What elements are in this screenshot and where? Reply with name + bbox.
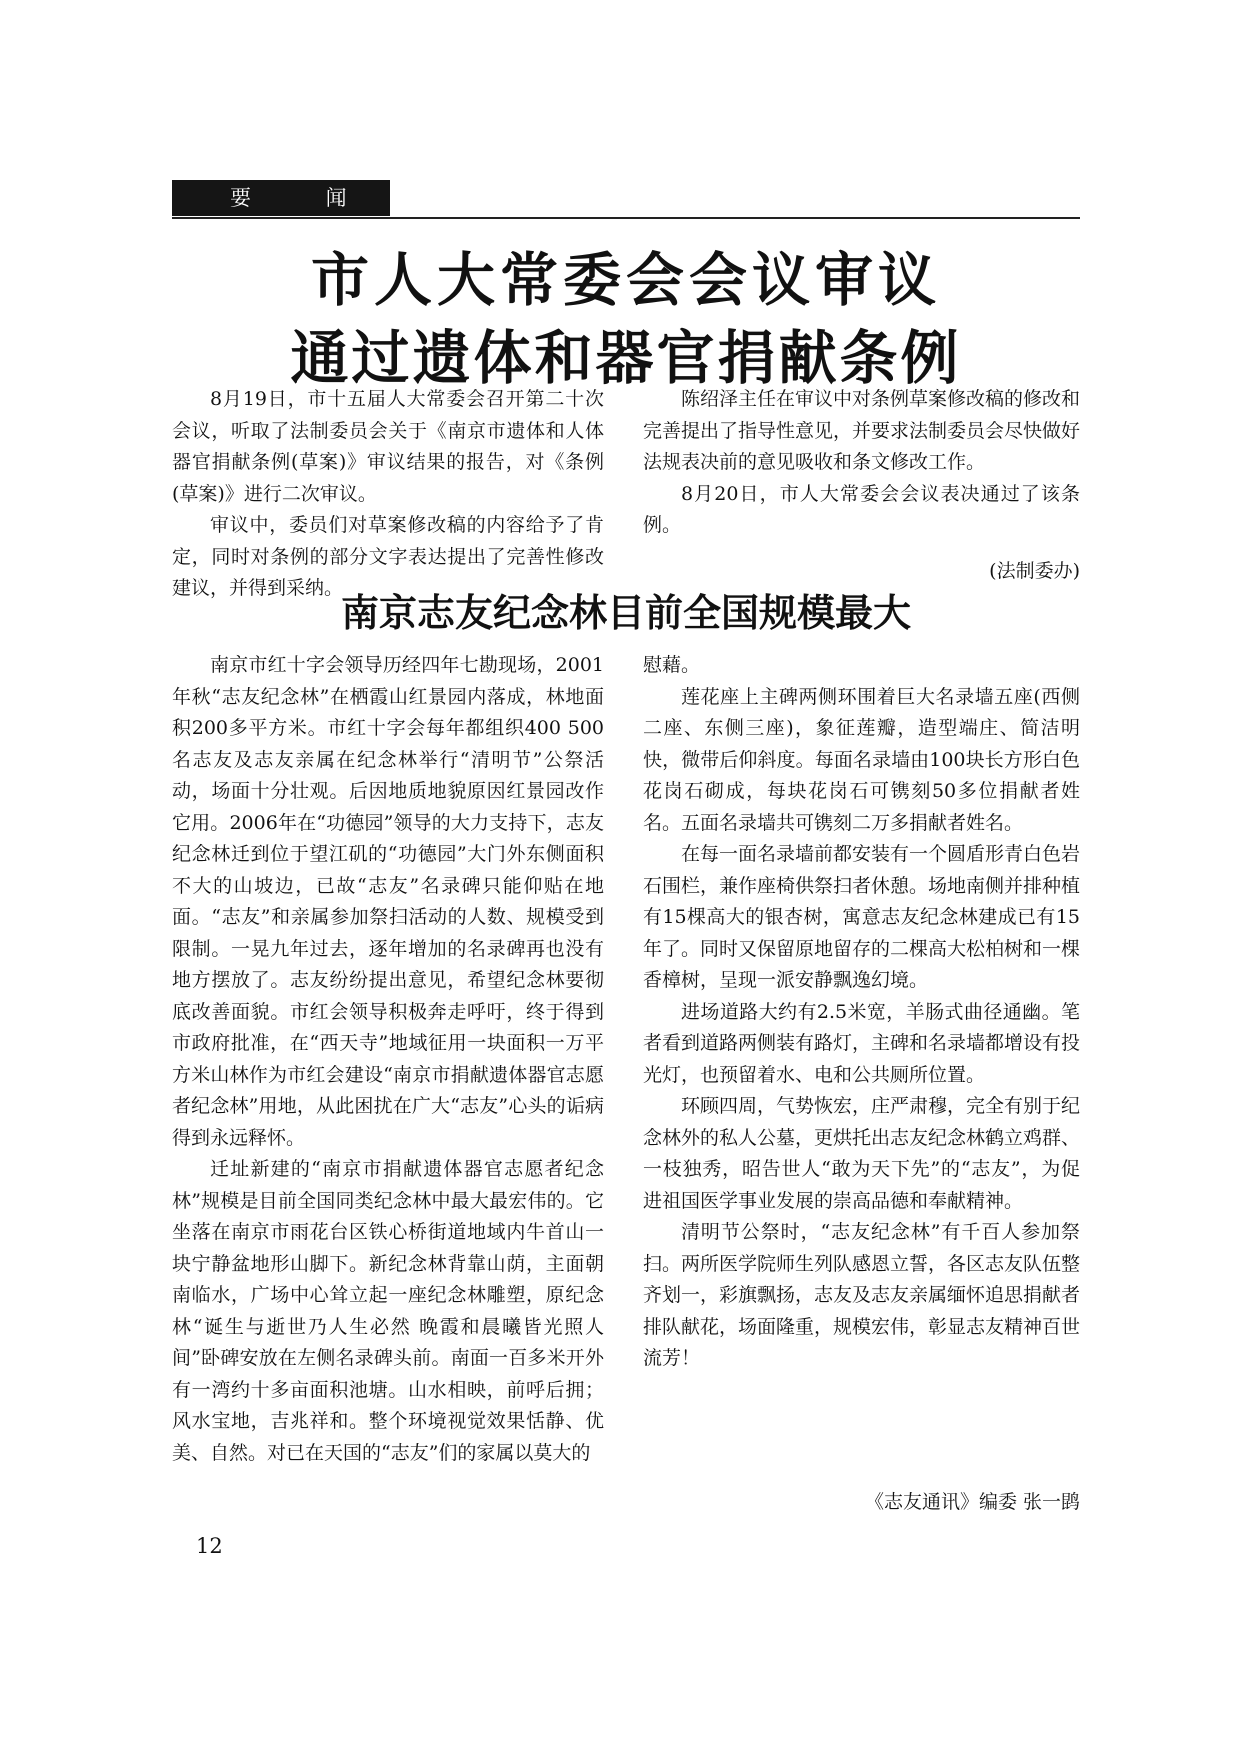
article2-continuation: 慰藉。 xyxy=(643,654,701,676)
article1-paragraph: 8月20日，市人大常委会会议表决通过了该条例。 xyxy=(643,482,1080,536)
article1-right-column xyxy=(643,384,1080,542)
article2-paragraph: 迁址新建的“南京市捐献遗体器官志愿者纪念林”规模是目前全国同类纪念林中最大最宏伟的。它坐落在南京市雨花台区铁心桥街道地域内牛首山一块宁静盆地形山脚下。新纪念林背靠山荫，主面朝南临水，广场中心耸立起一座纪念林雕塑，原纪念林“诞生与逝世乃人生必然 晚霞和晨曦皆光照人间”卧碑安放在左侧名录碑头前。南面一百多米开外有一湾约十多亩面积池塘。山水相映，前呼后拥；风水宝地，吉兆祥和。整个环境视觉效果恬静、优美、自然。对已在天国的“志友”们的家属以莫大的 xyxy=(172,1158,604,1464)
article1-paragraph: 8月19日，市十五届人大常委会召开第二十次会议，听取了法制委员会关于《南京市遗体和人体器官捐献条例(草案)》审议结果的报告，对《条例(草案)》进行二次审议。 xyxy=(172,388,604,505)
article2-left-column xyxy=(172,650,604,1469)
article2-byline: 《志友通讯》编委 张一鹍 xyxy=(864,1491,1080,1513)
article1-headline-line1: 市人大常委会会议审议 xyxy=(310,246,941,314)
article2-paragraph: 南京市红十字会领导历经四年七勘现场，2001年秋“志友纪念林”在栖霞山红景园内落成，林地面积200多平方米。市红十字会每年都组织400 500名志友及志友亲属在纪念林举行“清明节”公祭活动，场面十分壮观。后因地质地貌原因红景园改作它用。2006年在“功德园”领导的大力支持下，志友纪念林迁到位于望江矶的“功德园”大门外东侧面积不大的山坡边，已故“志友”名录碑只能仰贴在地面。“志友”和亲属参加祭扫活动的人数、规模受到限制。一晃九年过去，逐年增加的名录碑再也没有地方摆放了。志友纷纷提出意见，希望纪念林要彻底改善面貌。市红会领导积极奔走呼吁，终于得到市政府批准，在“西天寺”地域征用一块面积一万平方米山林作为市红会建设“南京市捐献遗体器官志愿者纪念林”用地，从此困扰在广大“志友”心头的诟病得到永远释怀。 xyxy=(172,654,604,1149)
article2-paragraph: 莲花座上主碑两侧环围着巨大名录墙五座(西侧二座、东侧三座)，象征莲瓣，造型端庄、简洁明快，微带后仰斜度。每面名录墙由100块长方形白色花岗石砌成，每块花岗石可镌刻50多位捐献者姓名。五面名录墙共可镌刻二万多捐献者姓名。 xyxy=(643,685,1080,834)
article2-headline: 南京志友纪念林目前全国规模最大 xyxy=(340,591,911,635)
section-tag: 要 闻 xyxy=(172,180,390,216)
article1-paragraph: 审议中，委员们对草案修改稿的内容给予了肯定，同时对条例的部分文字表达提出了完善性修改建议，并得到采纳。 xyxy=(172,514,604,599)
header-rule xyxy=(172,217,1080,219)
article2-paragraph: 环顾四周，气势恢宏，庄严肃穆，完全有别于纪念林外的私人公墓，更烘托出志友纪念林鹤立鸡群、一枝独秀，昭告世人“敢为天下先”的“志友”，为促进祖国医学事业发展的崇高品德和奉献精神。 xyxy=(643,1095,1081,1212)
article1-headline-line2: 通过遗体和器官捐献条例 xyxy=(290,324,962,392)
article2-paragraph: 在每一面名录墙前都安装有一个圆盾形青白色岩石围栏，兼作座椅供祭扫者休憩。场地南侧并排种植有15棵高大的银杏树，寓意志友纪念林建成已有15年了。同时又保留原地留存的二棵高大松柏树和一棵香樟树，呈现一派安静飘逸幻境。 xyxy=(643,843,1081,991)
article2-paragraph: 清明节公祭时，“志友纪念林”有千百人参加祭扫。两所医学院师生列队感恩立誓，各区志友队伍整齐划一，彩旗飘扬，志友及志友亲属缅怀追思捐献者排队献花，场面隆重，规模宏伟，彰显志友精神百世流芳！ xyxy=(643,1221,1081,1369)
article2-right-column xyxy=(643,650,1080,1375)
page-number: 12 xyxy=(196,1534,223,1558)
article1-left-column xyxy=(172,384,604,605)
article1-source: (法制委办) xyxy=(989,560,1080,582)
article1-paragraph: 陈绍泽主任在审议中对条例草案修改稿的修改和完善提出了指导性意见，并要求法制委员会尽快做好法规表决前的意见吸收和条文修改工作。 xyxy=(643,388,1081,473)
article2-paragraph: 进场道路大约有2.5米宽，羊肠式曲径通幽。笔者看到道路两侧装有路灯，主碑和名录墙都增设有投光灯，也预留着水、电和公共厕所位置。 xyxy=(643,1000,1081,1086)
